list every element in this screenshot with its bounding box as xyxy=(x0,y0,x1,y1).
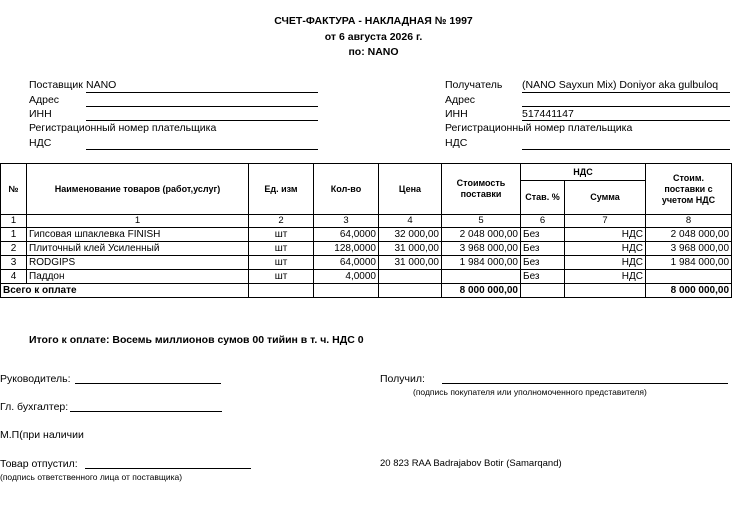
recipient-inn-line xyxy=(522,120,730,121)
row-no: 3 xyxy=(1,256,27,270)
director-signature-line xyxy=(75,383,221,384)
row-price: 31 000,00 xyxy=(379,256,442,270)
row-vat-rate: Без xyxy=(521,270,565,284)
supplier-nds-label: НДС xyxy=(29,137,52,149)
received-note: (подпись покупателя или уполномоченного представителя) xyxy=(413,387,647,397)
col-number: 5 xyxy=(442,215,521,228)
row-name: Гипсовая шпаклевка FINISH xyxy=(27,228,249,242)
row-unit: шт xyxy=(249,270,314,284)
items-table xyxy=(0,163,732,298)
released-signature-line xyxy=(85,468,251,469)
invoice-contract: по: NANO xyxy=(348,46,399,58)
director-label: Руководитель: xyxy=(0,373,71,385)
released-label: Товар отпустил: xyxy=(0,458,78,470)
supplier-reg-label: Регистрационный номер плательщика xyxy=(29,122,217,134)
total-cost: 8 000 000,00 xyxy=(442,284,521,298)
total-row xyxy=(1,284,732,298)
supplier-inn-line xyxy=(86,120,318,121)
table-row xyxy=(1,242,732,256)
table-row xyxy=(1,256,732,270)
row-price xyxy=(379,270,442,284)
row-name: RODGIPS xyxy=(27,256,249,270)
row-price: 32 000,00 xyxy=(379,228,442,242)
row-vat-rate: Без xyxy=(521,228,565,242)
col-total-header: Стоим. поставки с учетом НДС xyxy=(646,164,732,215)
row-total: 1 984 000,00 xyxy=(646,256,732,270)
row-qty: 4,0000 xyxy=(314,270,379,284)
sales-agent: 20 823 RAA Badrajabov Botir (Samarqand) xyxy=(380,458,562,469)
col-number: 4 xyxy=(379,215,442,228)
supplier-name-line xyxy=(86,92,318,93)
supplier-address-line xyxy=(86,106,318,107)
recipient-name: (NANO Sayxun Mix) Doniyor aka gulbuloq xyxy=(522,79,719,91)
row-cost xyxy=(442,270,521,284)
row-total xyxy=(646,270,732,284)
recipient-label: Получатель xyxy=(445,79,503,91)
row-cost: 3 968 000,00 xyxy=(442,242,521,256)
row-cost: 2 048 000,00 xyxy=(442,228,521,242)
row-qty: 64,0000 xyxy=(314,228,379,242)
supplier-address-label: Адрес xyxy=(29,94,60,106)
col-number: 2 xyxy=(249,215,314,228)
table-row xyxy=(1,228,732,242)
row-vat-sum: НДС xyxy=(565,256,646,270)
recipient-inn: 517441147 xyxy=(522,108,574,120)
row-total: 3 968 000,00 xyxy=(646,242,732,256)
col-unit-header: Ед. изм xyxy=(249,164,314,215)
col-vat-sum-header: Сумма xyxy=(565,181,646,215)
recipient-nds-line xyxy=(522,149,730,150)
col-no-header: № xyxy=(1,164,27,215)
supplier-nds-line xyxy=(86,149,318,150)
row-no: 1 xyxy=(1,228,27,242)
col-qty-header: Кол-во xyxy=(314,164,379,215)
total-in-words: Итого к оплате: Восемь миллионов сумов 00 тийин в т. ч. НДС 0 xyxy=(29,334,364,346)
invoice-title: СЧЕТ-ФАКТУРА - НАКЛАДНАЯ № 1997 xyxy=(274,15,473,27)
invoice-date: от 6 августа 2026 г. xyxy=(324,31,423,43)
received-label: Получил: xyxy=(380,373,425,385)
col-number: 1 xyxy=(1,215,27,228)
row-unit: шт xyxy=(249,256,314,270)
accountant-signature-line xyxy=(70,411,222,412)
row-name: Паддон xyxy=(27,270,249,284)
recipient-reg-label: Регистрационный номер плательщика xyxy=(445,122,633,134)
recipient-name-line xyxy=(522,92,730,93)
row-vat-sum: НДС xyxy=(565,270,646,284)
row-qty: 128,0000 xyxy=(314,242,379,256)
row-price: 31 000,00 xyxy=(379,242,442,256)
recipient-nds-label: НДС xyxy=(445,137,468,149)
row-vat-rate: Без xyxy=(521,242,565,256)
total-label: Всего к оплате xyxy=(1,284,249,298)
col-number: 8 xyxy=(646,215,732,228)
col-number: 3 xyxy=(314,215,379,228)
col-number: 7 xyxy=(565,215,646,228)
col-number: 6 xyxy=(521,215,565,228)
col-cost-header: Стоимость поставки xyxy=(442,164,521,215)
row-unit: шт xyxy=(249,242,314,256)
row-no: 4 xyxy=(1,270,27,284)
supplier-inn-label: ИНН xyxy=(29,108,52,120)
row-no: 2 xyxy=(1,242,27,256)
total-with-vat: 8 000 000,00 xyxy=(646,284,732,298)
row-qty: 64,0000 xyxy=(314,256,379,270)
stamp-label: М.П(при наличии xyxy=(0,429,84,441)
row-unit: шт xyxy=(249,228,314,242)
recipient-address-label: Адрес xyxy=(445,94,476,106)
accountant-label: Гл. бухгалтер: xyxy=(0,401,69,413)
col-vat-header: НДС xyxy=(521,164,646,181)
row-name: Плиточный клей Усиленный xyxy=(27,242,249,256)
row-vat-sum: НДС xyxy=(565,242,646,256)
table-row xyxy=(1,270,732,284)
row-vat-sum: НДС xyxy=(565,228,646,242)
received-signature-line xyxy=(442,383,728,384)
row-cost: 1 984 000,00 xyxy=(442,256,521,270)
recipient-address-line xyxy=(522,106,730,107)
col-name-header: Наименование товаров (работ,услуг) xyxy=(27,164,249,215)
recipient-inn-label: ИНН xyxy=(445,108,468,120)
released-note: (подпись ответственного лица от поставщика) xyxy=(0,472,183,482)
row-total: 2 048 000,00 xyxy=(646,228,732,242)
supplier-name: NANO xyxy=(86,79,117,91)
col-number: 1 xyxy=(27,215,249,228)
row-vat-rate: Без xyxy=(521,256,565,270)
supplier-label: Поставщик xyxy=(29,79,83,91)
col-vat-rate-header: Став. % xyxy=(521,181,565,215)
col-price-header: Цена xyxy=(379,164,442,215)
